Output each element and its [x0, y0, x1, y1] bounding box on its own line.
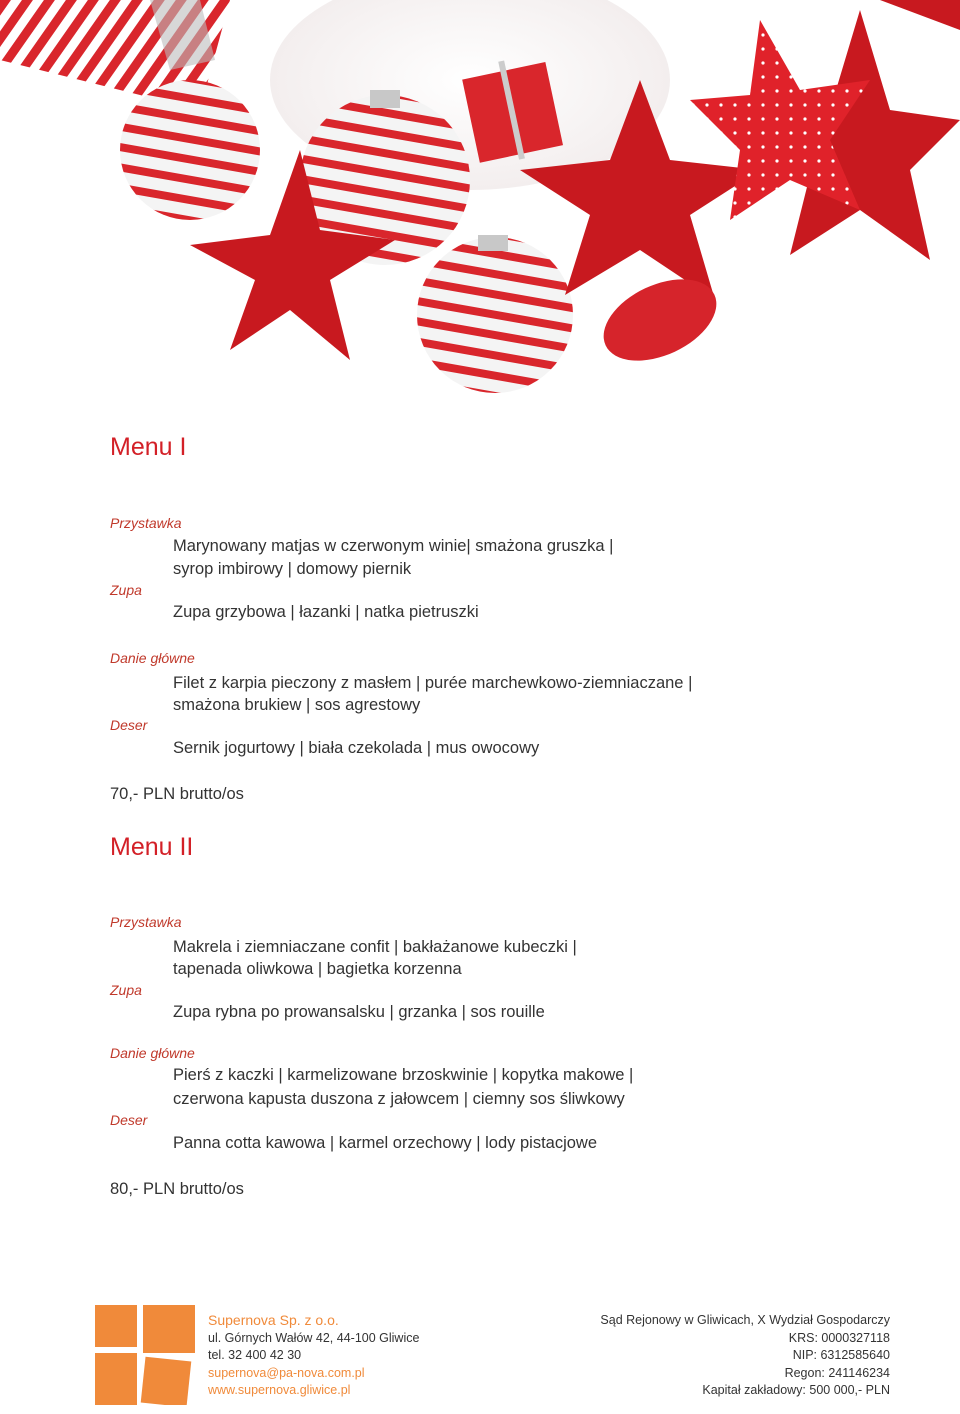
menu-2-dish-main-line-2: czerwona kapusta duszona z jałowcem | ciemny sos śliwkowy	[173, 1090, 625, 1108]
nip-number: NIP: 6312585640	[792, 1348, 890, 1362]
menu-1-dish-main-line-1: Filet z karpia pieczony z masłem | purée marchewkowo-ziemniaczane |	[173, 674, 693, 692]
menu-2-dish-appetizer-line-2: tapenada oliwkowa | bagietka korzenna	[173, 960, 462, 978]
menu-1-category-dessert: Deser	[110, 717, 148, 733]
menu-1-price: 70,- PLN brutto/os	[110, 785, 244, 803]
court-registration: Sąd Rejonowy w Gliwicach, X Wydział Gospodarczy	[600, 1313, 890, 1327]
menu-2-price: 80,- PLN brutto/os	[110, 1180, 244, 1198]
company-email-link[interactable]: supernova@pa-nova.com.pl	[208, 1365, 365, 1380]
ornament-ball	[417, 237, 573, 393]
ornament-ball	[120, 80, 260, 220]
company-phone: tel. 32 400 42 30	[208, 1348, 302, 1362]
menu-2-category-main: Danie główne	[110, 1045, 195, 1061]
menu-2-dish-soup: Zupa rybna po prowansalsku | grzanka | sos rouille	[173, 1003, 545, 1021]
menu-2-dish-dessert: Panna cotta kawowa | karmel orzechowy | lody pistacjowe	[173, 1134, 598, 1152]
menu-1-dish-appetizer-line-1: Marynowany matjas w czerwonym winie| smażona gruszka |	[173, 537, 614, 555]
company-website-link[interactable]: www.supernova.gliwice.pl	[208, 1383, 351, 1397]
menu-2-title: Menu II	[110, 833, 194, 861]
menu-1-title: Menu I	[110, 433, 187, 461]
regon-number: Regon: 241146234	[784, 1365, 890, 1380]
footer-legal-info	[600, 1312, 890, 1400]
share-capital: Kapitał zakładowy: 500 000,- PLN	[702, 1383, 890, 1397]
menu-1-category-soup: Zupa	[110, 582, 142, 598]
christmas-decoration-image	[0, 0, 960, 400]
menu-1-category-appetizer: Przystawka	[110, 515, 182, 531]
company-logo	[95, 1305, 195, 1405]
menu-1-dish-soup: Zupa grzybowa | łazanki | natka pietruszki	[173, 603, 479, 621]
footer-company-info	[208, 1312, 419, 1400]
menu-2-category-dessert: Deser	[110, 1112, 148, 1128]
company-name: Supernova Sp. z o.o.	[208, 1312, 339, 1328]
company-address: ul. Górnych Wałów 42, 44-100 Gliwice	[208, 1330, 420, 1345]
menu-1-dish-dessert: Sernik jogurtowy | biała czekolada | mus owocowy	[173, 739, 540, 757]
menu-2-dish-main-line-1: Pierś z kaczki | karmelizowane brzoskwinie | kopytka makowe |	[173, 1066, 634, 1084]
menu-2-category-appetizer: Przystawka	[110, 914, 182, 930]
menu-1-dish-main-line-2: smażona brukiew | sos agrestowy	[173, 696, 421, 714]
menu-2-category-soup: Zupa	[110, 982, 142, 998]
menu-2-dish-appetizer-line-1: Makrela i ziemniaczane confit | bakłażanowe kubeczki |	[173, 938, 577, 956]
krs-number: KRS: 0000327118	[788, 1330, 890, 1345]
menu-1-dish-appetizer-line-2: syrop imbirowy | domowy piernik	[173, 560, 412, 578]
menu-1-category-main: Danie główne	[110, 650, 195, 666]
